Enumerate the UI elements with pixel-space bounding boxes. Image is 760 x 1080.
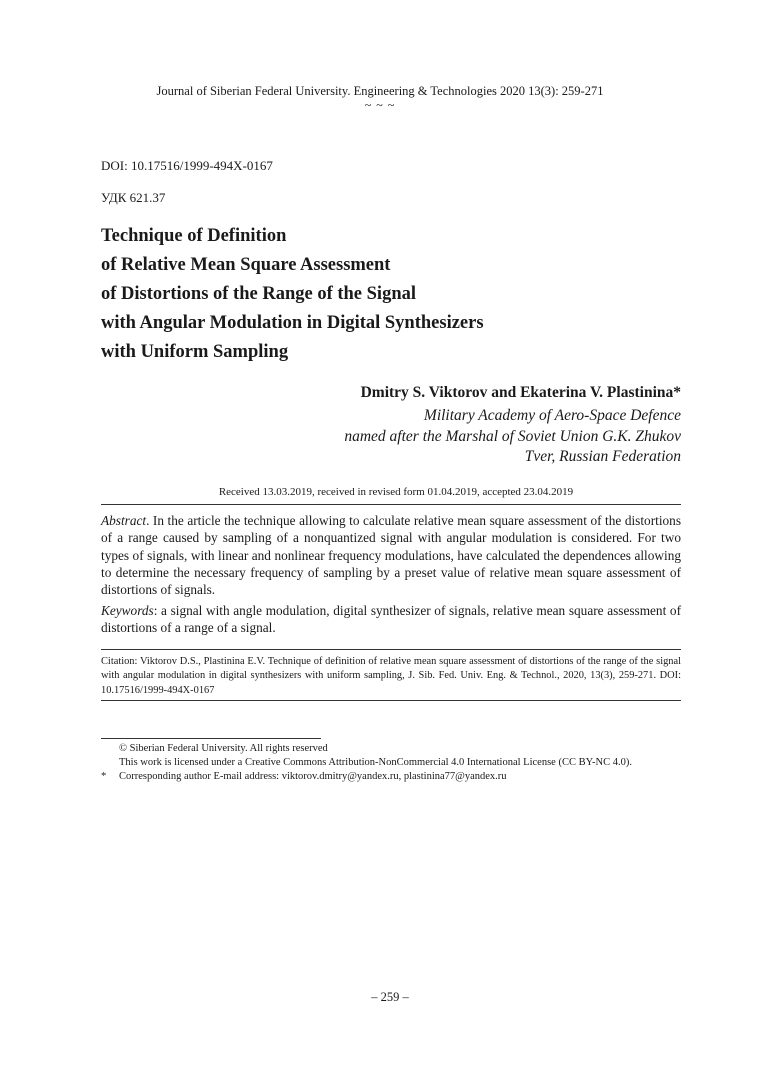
divider (101, 700, 681, 701)
udk-line: УДК 621.37 (101, 190, 166, 205)
divider (101, 649, 681, 650)
title-line: with Angular Modulation in Digital Synthesizers (101, 313, 484, 333)
abstract (101, 512, 681, 598)
citation: Citation: Viktorov D.S., Plastinina E.V. Technique of definition of relative mean square assessment of distortions of the range of the signal with angular modulation in digital synthesizers with uniform sampling, J. Sib. Fed. Univ. Eng. & Technol., 2020, 13(3), 259-271. DOI: 10.17516/1999-494X-0167 (101, 656, 681, 696)
affiliation-line: Military Academy of Aero-Space Defence (423, 407, 681, 424)
divider (101, 504, 681, 505)
keywords-text: : a signal with angle modulation, digital synthesizer of signals, relative mean square assessment of distortions of a range of a signal. (101, 603, 681, 636)
affiliation (344, 406, 681, 468)
journal-header: Journal of Siberian Federal University. Engineering & Technologies 2020 13(3): 259-271 (156, 84, 604, 98)
keywords-label: Keywords (101, 603, 154, 618)
authors: Dmitry S. Viktorov and Ekaterina V. Plastinina* (360, 384, 681, 401)
keywords (101, 602, 681, 637)
doi-line: DOI: 10.17516/1999-494X-0167 (101, 158, 273, 173)
affiliation-line: named after the Marshal of Soviet Union G.K. Zhukov (344, 427, 681, 445)
corresponding-author-note: Corresponding author E-mail address: viktorov.dmitry@yandex.ru, plastinina77@yandex.ru (119, 771, 507, 782)
license-note: This work is licensed under a Creative Commons Attribution-NonCommercial 4.0 International License (CC BY-NC 4.0). (119, 757, 632, 768)
page-number: – 259 – (371, 990, 409, 1004)
title-line: with Uniform Sampling (101, 342, 289, 362)
received-dates: Received 13.03.2019, received in revised form 01.04.2019, accepted 23.04.2019 (218, 486, 574, 498)
footnote-marker: * (101, 771, 107, 782)
article-title (101, 222, 681, 367)
abstract-text: . In the article the technique allowing to calculate relative mean square assessment of the distortions of a range caused by sampling of a nonquantized signal with angular modulation is considered. For two types of signals, with linear and nonlinear frequency modulations, have calculated the dependences allowing to determine the necessary frequency of sampling by a preset value of relative mean square assessment of distortions of signals. (101, 513, 681, 598)
abstract-label: Abstract (101, 513, 147, 528)
header-ornament: ~ ~ ~ (364, 98, 396, 112)
affiliation-line: Tver, Russian Federation (524, 448, 681, 465)
copyright-note: © Siberian Federal University. All rights reserved (119, 743, 328, 754)
footnote-rule (101, 738, 321, 739)
title-line: Technique of Definition (101, 226, 287, 246)
title-line: of Relative Mean Square Assessment (101, 255, 391, 275)
title-line: of Distortions of the Range of the Signal (101, 284, 417, 304)
